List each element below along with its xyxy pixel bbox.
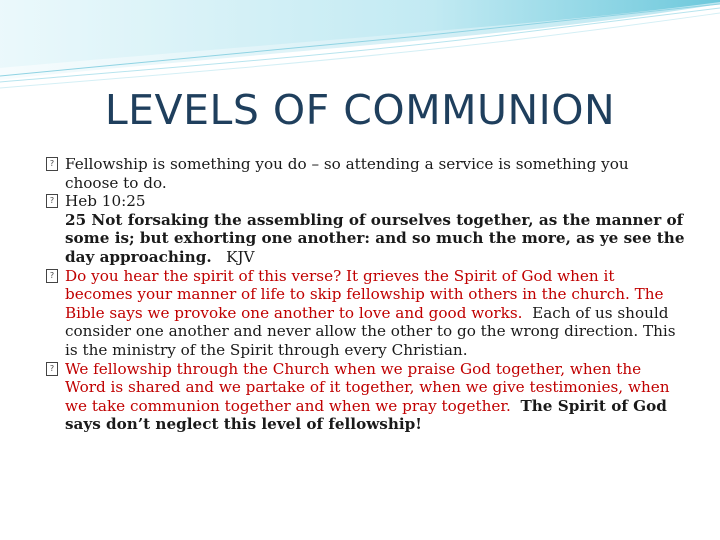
scripture-verse bbox=[46, 211, 686, 267]
bullet-paragraph bbox=[46, 192, 686, 211]
highlighted-text: We fellowship through the Church when we praise God together, when the Word is shared and we partake of it together, when we give testimonies, when we take communion together and when we pray together. bbox=[65, 359, 670, 415]
decorative-wave-banner bbox=[0, 0, 720, 95]
verse-version: KJV bbox=[226, 247, 255, 266]
slide-title: LEVELS OF COMMUNION bbox=[104, 86, 616, 134]
highlighted-text: Do you hear the spirit of this verse? It grieves the Spirit of God when it becomes your manner of life to skip fellowship with others in the church. The Bible says we provoke one another to love and good works. bbox=[65, 266, 664, 322]
bullet-box-icon: ? bbox=[46, 157, 58, 171]
bullet-paragraph bbox=[46, 155, 686, 192]
scripture-reference: Heb 10:25 bbox=[65, 192, 146, 211]
paragraph-text: Each of us should consider one another and never allow the other to go the wrong direction. This is the ministry of the Spirit through every Christian. bbox=[65, 303, 676, 359]
bullet-box-icon: ? bbox=[46, 269, 58, 283]
bullet-box-icon: ? bbox=[46, 194, 58, 208]
bullet-paragraph bbox=[46, 267, 686, 360]
slide-body bbox=[46, 155, 686, 434]
emphasis-text: The Spirit of God says don’t neglect this level of fellowship! bbox=[65, 396, 667, 434]
verse-text: 25 Not forsaking the assembling of ourselves together, as the manner of some is; but exhorting one another: and so much the more, as ye see the day approaching. bbox=[65, 210, 685, 266]
bullet-paragraph bbox=[46, 360, 686, 434]
paragraph-text: Fellowship is something you do – so attending a service is something you choose to do. bbox=[65, 155, 629, 192]
bullet-box-icon: ? bbox=[46, 362, 58, 376]
